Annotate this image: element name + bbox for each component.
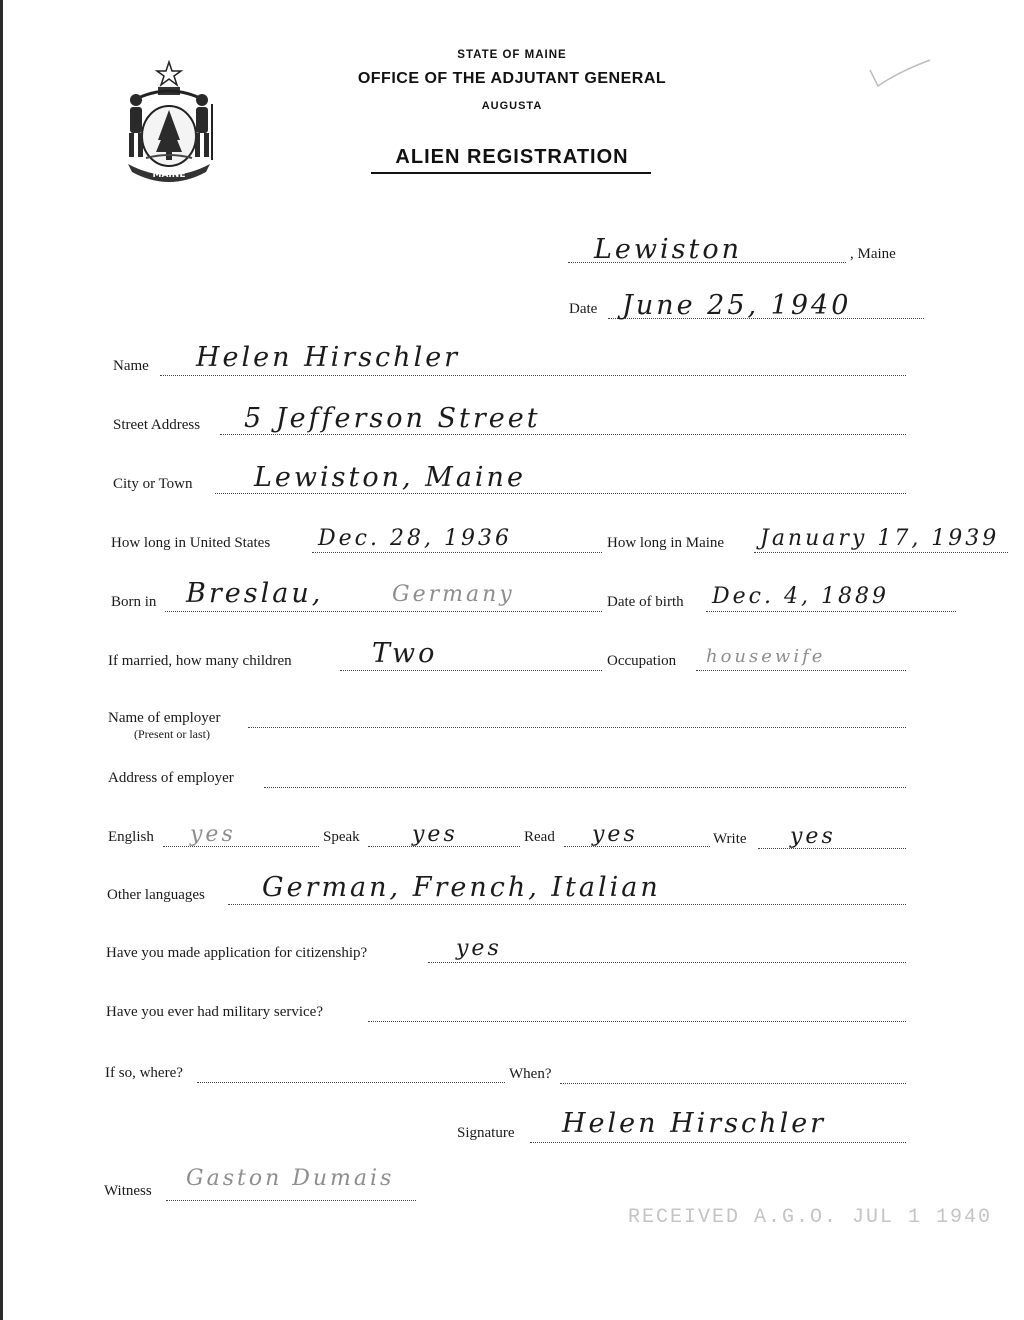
dob-label: Date of birth <box>607 594 684 610</box>
military-line <box>368 1021 906 1022</box>
where-line <box>197 1082 505 1083</box>
children-line <box>340 670 602 671</box>
signature-line <box>530 1142 906 1143</box>
how-long-maine-value: January 17, 1939 <box>760 526 1000 551</box>
city-label: City or Town <box>113 476 193 492</box>
write-label: Write <box>713 831 747 847</box>
office-heading: OFFICE OF THE ADJUTANT GENERAL <box>357 70 667 87</box>
occupation-value: housewife <box>706 646 826 667</box>
occupation-label: Occupation <box>607 653 677 669</box>
born-in-line <box>165 611 602 612</box>
other-languages-line <box>228 904 906 905</box>
write-value: yes <box>790 824 836 849</box>
english-label: English <box>108 829 154 845</box>
date-value: June 25, 1940 <box>622 290 852 321</box>
children-value: Two <box>372 638 438 669</box>
speak-label: Speak <box>323 829 360 845</box>
city-value: Lewiston, Maine <box>254 462 526 493</box>
form-title: ALIEN REGISTRATION <box>395 146 629 168</box>
born-in-label: Born in <box>111 594 157 610</box>
english-value: yes <box>190 822 236 847</box>
children-label: If married, how many children <box>108 653 292 669</box>
citizenship-line <box>428 962 906 963</box>
when-label: When? <box>509 1066 552 1082</box>
read-value: yes <box>592 822 638 847</box>
read-label: Read <box>524 829 555 845</box>
english-line <box>163 846 319 847</box>
how-long-us-label: How long in United States <box>111 535 271 551</box>
check-mark <box>868 58 932 92</box>
other-languages-label: Other languages <box>107 887 205 903</box>
where-label: If so, where? <box>105 1065 183 1081</box>
witness-line <box>166 1200 416 1201</box>
name-label: Name <box>113 358 149 374</box>
title-underline <box>371 172 651 174</box>
other-languages-value: German, French, Italian <box>262 872 661 903</box>
employer-line <box>248 727 906 728</box>
name-value: Helen Hirschler <box>196 342 461 373</box>
street-value: 5 Jefferson Street <box>244 403 541 434</box>
street-label: Street Address <box>113 417 201 433</box>
citizenship-value: yes <box>456 936 502 961</box>
employer-sublabel: (Present or last) <box>134 727 210 741</box>
date-label: Date <box>569 301 598 317</box>
citizenship-label: Have you made application for citizenship? <box>106 945 368 961</box>
svg-text:MAINE: MAINE <box>152 170 186 180</box>
witness-label: Witness <box>104 1183 152 1199</box>
signature-label: Signature <box>457 1125 515 1141</box>
place-value: Lewiston <box>594 234 743 265</box>
received-stamp: RECEIVED A.G.O. JUL 1 1940 <box>628 1206 993 1229</box>
city-line <box>215 493 906 494</box>
born-in-value: Breslau, <box>186 578 324 609</box>
witness-value: Gaston Dumais <box>186 1166 395 1191</box>
city-heading: AUGUSTA <box>481 100 543 112</box>
signature-value: Helen Hirschler <box>562 1108 827 1139</box>
name-line <box>160 375 906 376</box>
born-in-country-value: Germany <box>392 582 515 607</box>
how-long-us-value: Dec. 28, 1936 <box>318 526 512 551</box>
employer-label: Name of employer <box>108 710 221 726</box>
when-line <box>560 1083 906 1084</box>
employer-address-line <box>264 787 906 788</box>
how-long-us-line <box>312 552 602 553</box>
maine-label: , Maine <box>850 246 896 262</box>
dob-line <box>706 611 956 612</box>
how-long-maine-label: How long in Maine <box>607 535 725 551</box>
occupation-line <box>696 670 906 671</box>
speak-value: yes <box>412 822 458 847</box>
military-label: Have you ever had military service? <box>106 1004 323 1020</box>
how-long-maine-line <box>754 552 1008 553</box>
dob-value: Dec. 4, 1889 <box>712 584 889 609</box>
state-heading: STATE OF MAINE <box>457 49 567 61</box>
employer-address-label: Address of employer <box>108 770 234 786</box>
street-line <box>220 434 906 435</box>
